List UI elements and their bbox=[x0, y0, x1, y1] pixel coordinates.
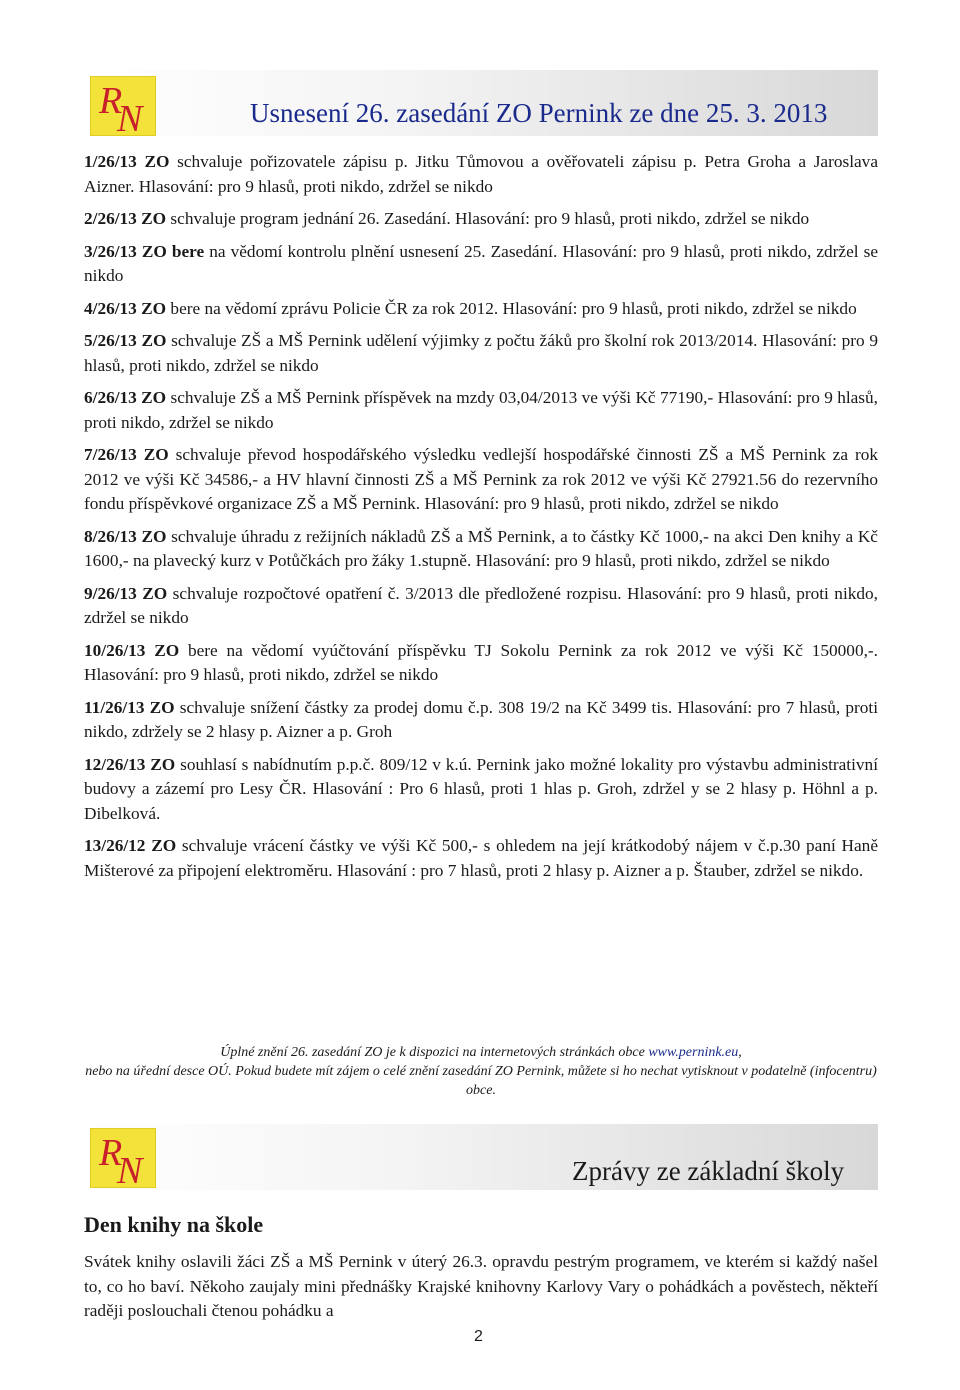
note-text: Úplné znění 26. zasedání ZO je k dispozici na internetových stránkách obce bbox=[220, 1045, 649, 1060]
resolution-id: 11/26/13 ZO bbox=[84, 697, 175, 717]
resolution-id: 4/26/13 ZO bbox=[84, 298, 167, 318]
resolution-item bbox=[84, 297, 878, 322]
article-body: Svátek knihy oslavili žáci ZŠ a MŠ Pernink v úterý 26.3. opravdu pestrým programem, ve kterém si každý našel to, co ho baví. Někoho zaujaly mini přednášky Krajské knihovny Karlovy Vary o pohádkách a pověstech, někteří raději poslouchali čtenou pohádku a bbox=[84, 1252, 878, 1320]
resolution-text: schvaluje vrácení částky ve výši Kč 500,- s ohledem na její krátkodobý nájem v č.p.30 paní Haně Mišterové za připojení elektroměru. Hlasování : pro 7 hlasů, proti 2 hlasy p. Aizner a p. Štauber, zdržel se nikdo. bbox=[84, 836, 878, 880]
svg-text:N: N bbox=[117, 98, 143, 135]
resolution-item bbox=[84, 240, 878, 289]
resolution-id: 13/26/12 ZO bbox=[84, 836, 177, 855]
resolution-id: 10/26/13 ZO bbox=[84, 640, 180, 660]
resolution-id: 8/26/13 ZO bbox=[84, 526, 167, 546]
resolution-id: 12/26/13 ZO bbox=[84, 754, 176, 774]
resolution-item bbox=[84, 639, 878, 688]
resolution-item bbox=[84, 525, 878, 574]
resolution-text: schvaluje pořizovatele zápisu p. Jitku Tůmovou a ověřovateli zápisu p. Petra Groha a Jaroslava Aizner. Hlasování: pro 9 hlasů, proti nikdo, zdržel se nikdo bbox=[84, 152, 878, 196]
note-text-2: nebo na úřední desce OÚ. Pokud budete mít zájem o celé znění zasedání ZO Pernink, můžete si ho nechat vytisknout v podatelně (infocentru) obce. bbox=[85, 1064, 877, 1098]
website-link[interactable]: www.pernink.eu bbox=[648, 1045, 739, 1060]
resolution-id: 1/26/13 ZO bbox=[84, 152, 170, 171]
resolution-id: 2/26/13 ZO bbox=[84, 209, 167, 228]
resolution-item bbox=[84, 834, 878, 883]
resolution-item bbox=[84, 207, 878, 232]
page-title: Usnesení 26. zasedání ZO Pernink ze dne 25. 3. 2013 bbox=[250, 98, 828, 128]
resolution-id: 5/26/13 ZO bbox=[84, 331, 167, 350]
resolution-text: bere na vědomí zprávu Policie ČR za rok 2012. Hlasování: pro 9 hlasů, proti nikdo, zdržel se nikdo bbox=[166, 298, 857, 318]
svg-text:R: R bbox=[99, 1132, 123, 1174]
section-title: Zprávy ze základní školy bbox=[572, 1156, 845, 1186]
note-comma: , bbox=[738, 1045, 742, 1060]
resolution-text: schvaluje ZŠ a MŠ Pernink udělení výjimky z počtu žáků pro školní rok 2013/2014. Hlasování: pro 9 hlasů, proti nikdo, zdržel se nikdo bbox=[84, 331, 878, 375]
resolution-item bbox=[84, 329, 878, 378]
resolution-id: 6/26/13 ZO bbox=[84, 388, 167, 407]
svg-text:N: N bbox=[117, 1150, 143, 1187]
resolution-id: 3/26/13 ZO bere bbox=[84, 241, 205, 261]
resolution-item bbox=[84, 386, 878, 435]
resolution-item bbox=[84, 753, 878, 827]
resolution-text: schvaluje snížení částky za prodej domu č.p. 308 19/2 na Kč 3499 tis. Hlasování: pro 7 hlasů, proti nikdo, zdržely se 2 hlasy p. Aizner a p. Groh bbox=[84, 697, 878, 741]
resolution-text: bere na vědomí vyúčtování příspěvku TJ Sokolu Pernink za rok 2012 ve výši Kč 150000,-. Hlasování: pro 9 hlasů, proti nikdo, zdržel se nikdo bbox=[84, 640, 878, 684]
resolution-text: schvaluje program jednání 26. Zasedání. Hlasování: pro 9 hlasů, proti nikdo, zdržel se nikdo bbox=[166, 209, 810, 228]
resolution-item bbox=[84, 150, 878, 199]
rn-logo bbox=[90, 76, 156, 136]
resolution-item bbox=[84, 582, 878, 631]
resolutions-list bbox=[84, 150, 878, 891]
resolution-text: schvaluje úhradu z režijních nákladů ZŠ a MŠ Pernink, a to částky Kč 1000,- na akci Den knihy a Kč 1600,- na plavecký kurz v Potůčkách pro žáky 1.stupně. Hlasování: pro 9 hlasů, proti nikdo, zdržel se nikdo bbox=[84, 526, 878, 570]
resolution-text: schvaluje ZŠ a MŠ Pernink příspěvek na mzdy 03,04/2013 ve výši Kč 77190,- Hlasování: pro 9 hlasů, proti nikdo, zdržel se nikdo bbox=[84, 388, 878, 432]
resolution-text: na vědomí kontrolu plnění usnesení 25. Zasedání. Hlasování: pro 9 hlasů, proti nikdo, zdržel se nikdo bbox=[84, 241, 878, 285]
svg-text:R: R bbox=[99, 80, 123, 122]
resolution-item bbox=[84, 443, 878, 517]
resolution-item bbox=[84, 696, 878, 745]
note bbox=[84, 1043, 878, 1100]
resolution-text: schvaluje převod hospodářského výsledku vedlejší hospodářské činnosti ZŠ a MŠ Pernink za rok 2012 ve výši Kč 34586,- a HV hlavní činnosti ZŠ a MŠ Pernink za rok 2012 ve výši Kč 27921.56 do rezervního fondu příspěvkové organizace ZŠ a MŠ Pernink. Hlasování: pro 9 hlasů, proti nikdo, zdržel se nikdo bbox=[84, 445, 878, 513]
rn-logo-2 bbox=[90, 1128, 156, 1188]
resolution-text: schvaluje rozpočtové opatření č. 3/2013 dle předložené rozpisu. Hlasování: pro 9 hlasů, proti nikdo, zdržel se nikdo bbox=[84, 583, 878, 627]
resolution-text: souhlasí s nabídnutím p.p.č. 809/12 v k.ú. Pernink jako možné lokality pro výstavbu administrativní budovy a zázemí pro Lesy ČR. Hlasování : Pro 6 hlasů, proti 1 hlas p. Groh, zdržel y se 2 hlasy p. Höhnl a p. Dibelková. bbox=[84, 754, 878, 823]
resolution-id: 7/26/13 ZO bbox=[84, 445, 169, 464]
article-heading: Den knihy na škole bbox=[84, 1212, 264, 1237]
page-number: 2 bbox=[474, 1328, 483, 1345]
resolution-id: 9/26/13 ZO bbox=[84, 583, 168, 603]
